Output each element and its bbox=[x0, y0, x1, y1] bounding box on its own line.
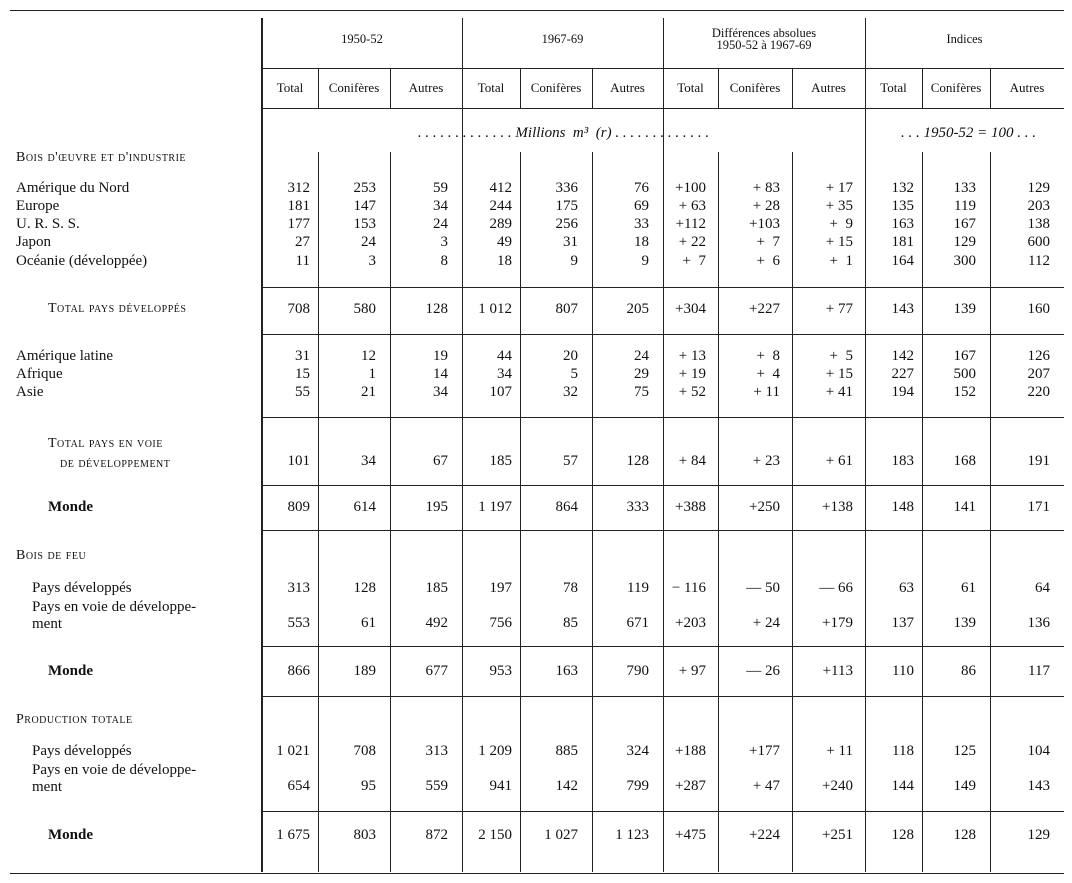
table-cell: − 116 bbox=[671, 580, 706, 596]
table-cell: 119 bbox=[954, 198, 976, 214]
row-label: Asie bbox=[16, 384, 44, 400]
table-cell: 34 bbox=[433, 384, 448, 400]
table-cell: 872 bbox=[425, 827, 448, 843]
table-cell: 207 bbox=[1027, 366, 1050, 382]
table-cell: 160 bbox=[1027, 301, 1050, 317]
table-cell: 324 bbox=[626, 743, 649, 759]
table-cell: 57 bbox=[563, 453, 578, 469]
table-cell: 128 bbox=[626, 453, 649, 469]
subcolumn-header: Total bbox=[880, 80, 907, 95]
table-cell: 1 123 bbox=[615, 827, 649, 843]
table-cell: 136 bbox=[1027, 615, 1050, 631]
table-cell: 75 bbox=[634, 384, 649, 400]
table-cell: + 4 bbox=[756, 366, 780, 382]
table-cell: 139 bbox=[953, 615, 976, 631]
table-cell: 803 bbox=[353, 827, 376, 843]
table-cell: 147 bbox=[353, 198, 376, 214]
table-cell: 183 bbox=[891, 453, 914, 469]
table-cell: 181 bbox=[287, 198, 310, 214]
table-cell: +251 bbox=[822, 827, 853, 843]
table-cell: + 41 bbox=[825, 384, 853, 400]
table-cell: 104 bbox=[1027, 743, 1050, 759]
subcolumn-header: Total bbox=[477, 80, 505, 95]
table-cell: 671 bbox=[626, 615, 649, 631]
table-cell: 191 bbox=[1027, 453, 1050, 469]
rule bbox=[262, 417, 1064, 418]
table-cell: + 84 bbox=[678, 453, 706, 469]
table-cell: 24 bbox=[361, 234, 376, 250]
table-cell: + 8 bbox=[756, 348, 780, 364]
table-cell: 129 bbox=[1027, 827, 1050, 843]
table-cell: +224 bbox=[749, 827, 780, 843]
table-cell: + 15 bbox=[825, 234, 853, 250]
table-cell: 885 bbox=[555, 743, 578, 759]
table-cell: +227 bbox=[749, 301, 780, 317]
table-cell: 132 bbox=[891, 180, 914, 196]
table-cell: + 9 bbox=[829, 216, 853, 232]
table-cell: 1 197 bbox=[478, 499, 512, 515]
subcolumn-header: Autres bbox=[408, 80, 444, 95]
table-cell: + 13 bbox=[678, 348, 706, 364]
table-cell: 600 bbox=[1027, 234, 1050, 250]
table-cell: 61 bbox=[961, 580, 976, 596]
table-cell: 149 bbox=[953, 778, 976, 794]
table-cell: 69 bbox=[634, 198, 649, 214]
table-cell: 85 bbox=[563, 615, 578, 631]
table-cell: 142 bbox=[891, 348, 914, 364]
row-label: Europe bbox=[16, 198, 60, 214]
column-group-header: 1967-69 bbox=[541, 32, 584, 46]
rule bbox=[262, 485, 1064, 486]
table-cell: +304 bbox=[675, 301, 706, 317]
table-cell: 312 bbox=[287, 180, 310, 196]
table-cell: — 50 bbox=[746, 580, 780, 596]
table-cell: 139 bbox=[953, 301, 976, 317]
table-cell: + 17 bbox=[825, 180, 853, 196]
table-cell: 67 bbox=[433, 453, 448, 469]
table-cell: 194 bbox=[891, 384, 914, 400]
table-cell: 9 bbox=[641, 253, 649, 269]
table-cell: 24 bbox=[634, 348, 649, 364]
table-cell: 864 bbox=[555, 499, 578, 515]
table-cell: +240 bbox=[822, 778, 853, 794]
table-cell: 809 bbox=[287, 499, 310, 515]
table-cell: 289 bbox=[489, 216, 512, 232]
top-rule bbox=[10, 10, 1064, 11]
row-label: Total pays développés bbox=[48, 301, 187, 316]
subcolumn-header: Autres bbox=[610, 80, 645, 95]
table-cell: 44 bbox=[497, 348, 512, 364]
table-cell: 78 bbox=[563, 580, 578, 596]
table-cell: + 11 bbox=[826, 743, 853, 759]
table-cell: 300 bbox=[953, 253, 976, 269]
table-cell: 313 bbox=[287, 580, 310, 596]
row-label: Pays développés bbox=[32, 743, 132, 759]
table-cell: 580 bbox=[353, 301, 376, 317]
row-label: Océanie (développée) bbox=[16, 253, 148, 269]
subcolumn-header: Total bbox=[677, 80, 704, 95]
subcolumn-header: Conifères bbox=[530, 80, 582, 95]
table-cell: 128 bbox=[953, 827, 976, 843]
table-cell: 101 bbox=[287, 453, 310, 469]
table-cell: 253 bbox=[353, 180, 376, 196]
table-cell: 168 bbox=[953, 453, 976, 469]
row-label: Amérique du Nord bbox=[16, 180, 130, 196]
table-cell: +388 bbox=[675, 499, 706, 515]
table-cell: 614 bbox=[353, 499, 376, 515]
table-cell: 118 bbox=[892, 743, 914, 759]
table-cell: 8 bbox=[440, 253, 448, 269]
table-cell: +203 bbox=[675, 615, 706, 631]
table-cell: 654 bbox=[287, 778, 310, 794]
table-cell: 220 bbox=[1027, 384, 1050, 400]
table-cell: 941 bbox=[489, 778, 512, 794]
table-cell: + 7 bbox=[756, 234, 780, 250]
table-cell: 2 150 bbox=[478, 827, 512, 843]
subcolumn-header: Total bbox=[276, 80, 304, 95]
rule bbox=[262, 530, 1064, 531]
table-cell: 185 bbox=[489, 453, 512, 469]
table-cell: + 11 bbox=[753, 384, 780, 400]
table-cell: +179 bbox=[822, 615, 853, 631]
row-label: Pays en voie de développe- ment bbox=[32, 599, 197, 632]
table-cell: 500 bbox=[953, 366, 976, 382]
table-cell: 135 bbox=[891, 198, 914, 214]
table-cell: 128 bbox=[353, 580, 376, 596]
table-cell: 189 bbox=[353, 663, 376, 679]
table-cell: + 35 bbox=[825, 198, 853, 214]
table-cell: 492 bbox=[425, 615, 448, 631]
table-cell: +250 bbox=[749, 499, 780, 515]
table-cell: 137 bbox=[891, 615, 914, 631]
table-cell: 708 bbox=[353, 743, 376, 759]
table-cell: 3 bbox=[440, 234, 448, 250]
row-label: Japon bbox=[16, 234, 51, 250]
table-cell: 112 bbox=[1028, 253, 1050, 269]
table-cell: 244 bbox=[489, 198, 512, 214]
table-cell: 18 bbox=[497, 253, 512, 269]
rule bbox=[262, 696, 1064, 697]
subcolumn-header: Autres bbox=[811, 80, 846, 95]
table-cell: + 24 bbox=[752, 615, 780, 631]
table-cell: 27 bbox=[295, 234, 310, 250]
table-cell: 64 bbox=[1035, 580, 1050, 596]
table-cell: + 52 bbox=[678, 384, 706, 400]
table-cell: 86 bbox=[961, 663, 976, 679]
table-cell: +177 bbox=[749, 743, 780, 759]
table-cell: +100 bbox=[675, 180, 706, 196]
table-cell: 24 bbox=[433, 216, 448, 232]
table-cell: 1 012 bbox=[478, 301, 512, 317]
table-cell: 34 bbox=[361, 453, 376, 469]
table-cell: 790 bbox=[626, 663, 649, 679]
table-cell: 142 bbox=[555, 778, 578, 794]
column-group-header: Indices bbox=[946, 32, 983, 46]
row-label: Afrique bbox=[16, 366, 63, 382]
table-cell: + 15 bbox=[825, 366, 853, 382]
table-cell: 76 bbox=[634, 180, 649, 196]
table-cell: 129 bbox=[1027, 180, 1050, 196]
table-cell: 559 bbox=[425, 778, 448, 794]
column-group-header: 1950-52 bbox=[341, 32, 383, 46]
table-cell: 128 bbox=[891, 827, 914, 843]
table-cell: + 83 bbox=[752, 180, 780, 196]
table-cell: 110 bbox=[892, 663, 914, 679]
table-cell: 163 bbox=[555, 663, 578, 679]
table-cell: 29 bbox=[634, 366, 649, 382]
table-cell: +113 bbox=[822, 663, 853, 679]
table-cell: 677 bbox=[425, 663, 448, 679]
table-cell: 21 bbox=[361, 384, 376, 400]
table-cell: 167 bbox=[953, 216, 976, 232]
table-cell: 144 bbox=[891, 778, 914, 794]
table-cell: 148 bbox=[891, 499, 914, 515]
rule bbox=[262, 646, 1064, 647]
table-cell: + 19 bbox=[678, 366, 706, 382]
section-heading: Bois d'œuvre et d'industrie bbox=[16, 150, 187, 165]
table-cell: 1 bbox=[368, 366, 376, 382]
unit-label-millions: . . . . . . . . . . . . . Millions m³ (r) . . . . . . . . . . . . . bbox=[417, 125, 710, 141]
table-cell: 9 bbox=[570, 253, 578, 269]
table-cell: 175 bbox=[555, 198, 578, 214]
table-cell: 227 bbox=[891, 366, 914, 382]
table-cell: 55 bbox=[295, 384, 310, 400]
table-cell: 34 bbox=[433, 198, 448, 214]
table-cell: 152 bbox=[953, 384, 976, 400]
table-cell: 34 bbox=[497, 366, 512, 382]
table-cell: 63 bbox=[899, 580, 914, 596]
table-cell: 5 bbox=[570, 366, 578, 382]
subcolumn-header: Conifères bbox=[930, 80, 982, 95]
table-cell: 171 bbox=[1027, 499, 1050, 515]
table-cell: + 23 bbox=[752, 453, 780, 469]
table-cell: + 28 bbox=[752, 198, 780, 214]
table-cell: 203 bbox=[1027, 198, 1050, 214]
table-cell: + 47 bbox=[752, 778, 780, 794]
section-heading: Production totale bbox=[16, 712, 133, 727]
table-cell: 129 bbox=[953, 234, 976, 250]
table-cell: 205 bbox=[626, 301, 649, 317]
table-cell: 133 bbox=[953, 180, 976, 196]
table-cell: +103 bbox=[749, 216, 780, 232]
table-cell: 1 027 bbox=[544, 827, 578, 843]
bottom-rule bbox=[10, 873, 1064, 874]
column-group-header: Différences absolues 1950-52 à 1967-69 bbox=[711, 26, 817, 52]
table-cell: — 66 bbox=[819, 580, 853, 596]
table-cell: 20 bbox=[563, 348, 578, 364]
table-cell: 336 bbox=[555, 180, 578, 196]
subcolumn-header: Conifères bbox=[328, 80, 380, 95]
table-cell: 153 bbox=[353, 216, 376, 232]
table-cell: + 97 bbox=[678, 663, 706, 679]
table-cell: 31 bbox=[563, 234, 578, 250]
table-cell: 61 bbox=[361, 615, 376, 631]
table-cell: 143 bbox=[891, 301, 914, 317]
table-cell: 164 bbox=[891, 253, 914, 269]
table-cell: 953 bbox=[489, 663, 512, 679]
table-cell: + 61 bbox=[825, 453, 853, 469]
table-cell: 333 bbox=[626, 499, 649, 515]
rule bbox=[262, 334, 1064, 335]
table-cell: — 26 bbox=[746, 663, 780, 679]
table-cell: + 6 bbox=[756, 253, 780, 269]
table-cell: 15 bbox=[295, 366, 310, 382]
table-cell: +475 bbox=[675, 827, 706, 843]
table-cell: +138 bbox=[822, 499, 853, 515]
table-cell: + 1 bbox=[829, 253, 853, 269]
table-cell: 107 bbox=[489, 384, 512, 400]
row-label: Pays en voie de développe- ment bbox=[32, 762, 197, 795]
table-cell: 117 bbox=[1028, 663, 1050, 679]
table-cell: + 5 bbox=[829, 348, 853, 364]
row-label: Pays développés bbox=[32, 580, 132, 596]
table-cell: 756 bbox=[489, 615, 512, 631]
table-cell: 95 bbox=[361, 778, 376, 794]
table-cell: 3 bbox=[368, 253, 376, 269]
table-cell: 195 bbox=[425, 499, 448, 515]
table-cell: 126 bbox=[1027, 348, 1050, 364]
row-label: Monde bbox=[48, 663, 93, 679]
table-cell: +188 bbox=[675, 743, 706, 759]
table-cell: 807 bbox=[555, 301, 578, 317]
table-cell: 1 675 bbox=[276, 827, 310, 843]
table-cell: 119 bbox=[627, 580, 649, 596]
table-cell: 14 bbox=[433, 366, 448, 382]
table-cell: 197 bbox=[489, 580, 512, 596]
table-cell: + 22 bbox=[678, 234, 706, 250]
table-cell: 128 bbox=[425, 301, 448, 317]
table-cell: 1 209 bbox=[478, 743, 512, 759]
table-cell: 32 bbox=[563, 384, 578, 400]
table-cell: 708 bbox=[287, 301, 310, 317]
table-cell: + 63 bbox=[678, 198, 706, 214]
table-cell: 125 bbox=[953, 743, 976, 759]
rule bbox=[262, 287, 1064, 288]
table-cell: 141 bbox=[953, 499, 976, 515]
table-cell: 31 bbox=[295, 348, 310, 364]
row-label: Monde bbox=[48, 827, 93, 843]
table-cell: 12 bbox=[361, 348, 376, 364]
table-cell: + 77 bbox=[825, 301, 853, 317]
table-cell: 18 bbox=[634, 234, 649, 250]
unit-label-index: . . . 1950-52 = 100 . . . bbox=[900, 125, 1037, 141]
row-label: Total pays en voie de développement bbox=[48, 436, 171, 471]
table-cell: 33 bbox=[634, 216, 649, 232]
row-label: Amérique latine bbox=[16, 348, 114, 364]
table-cell: 313 bbox=[425, 743, 448, 759]
table-cell: 143 bbox=[1027, 778, 1050, 794]
table-cell: 138 bbox=[1027, 216, 1050, 232]
table-cell: 553 bbox=[287, 615, 310, 631]
table-cell: 167 bbox=[953, 348, 976, 364]
section-heading: Bois de feu bbox=[16, 548, 87, 563]
subcolumn-header: Conifères bbox=[729, 80, 781, 95]
table-cell: 19 bbox=[433, 348, 448, 364]
table-cell: 412 bbox=[489, 180, 512, 196]
table-cell: +287 bbox=[675, 778, 706, 794]
row-label: U. R. S. S. bbox=[16, 216, 80, 232]
table-cell: 799 bbox=[626, 778, 649, 794]
table-cell: +112 bbox=[675, 216, 706, 232]
table-cell: 256 bbox=[555, 216, 578, 232]
subcolumn-header: Autres bbox=[1009, 80, 1045, 95]
table-cell: 1 021 bbox=[276, 743, 310, 759]
row-label: Monde bbox=[48, 499, 93, 515]
table-cell: 181 bbox=[891, 234, 914, 250]
table-cell: 59 bbox=[433, 180, 448, 196]
table-cell: 49 bbox=[497, 234, 512, 250]
rule bbox=[262, 811, 1064, 812]
table-cell: 866 bbox=[287, 663, 310, 679]
table-cell: 177 bbox=[287, 216, 310, 232]
table-cell: 163 bbox=[891, 216, 914, 232]
table-cell: 185 bbox=[425, 580, 448, 596]
table-cell: + 7 bbox=[682, 253, 706, 269]
table-cell: 11 bbox=[295, 253, 310, 269]
